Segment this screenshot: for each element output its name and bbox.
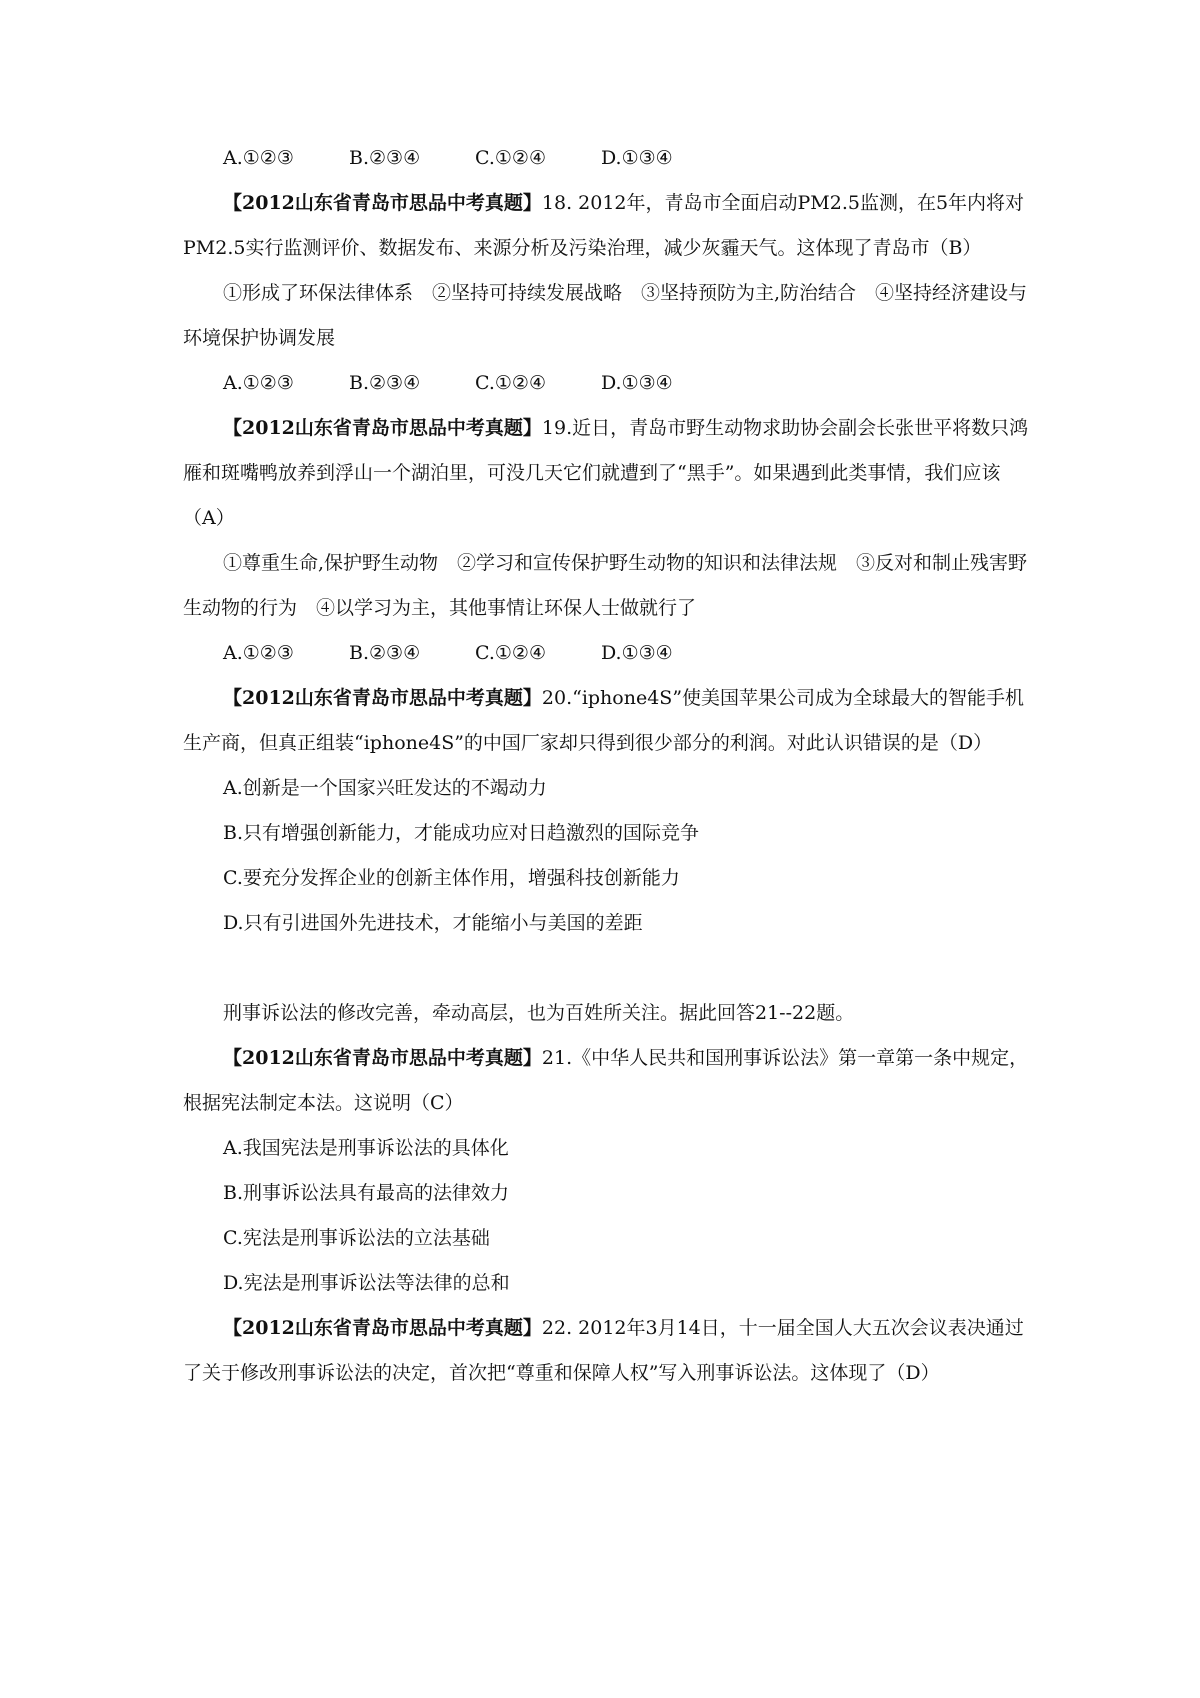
question-18-options (183, 361, 1029, 406)
question-19-tag: 【2012山东省青岛市思品中考真题】 (223, 417, 542, 439)
question-20-choice-a: A.创新是一个国家兴旺发达的不竭动力 (223, 777, 547, 799)
section-gap (183, 946, 1029, 991)
option-c: C.①②④ (475, 147, 546, 169)
question-20-choice-b: B.只有增强创新能力，才能成功应对日趋激烈的国际竞争 (223, 822, 700, 844)
question-21-tag: 【2012山东省青岛市思品中考真题】 (223, 1047, 542, 1069)
question-21-choice-b: B.刑事诉讼法具有最高的法律效力 (223, 1182, 510, 1204)
question-19-text: 19.近日，青岛市野生动物求助协会副会长张世平将数只鸿雁和斑嘴鸭放养到浮山一个湖泊里，可没几天它们就遭到了“黑手”。如果遇到此类事情，我们应该（A） (183, 417, 1029, 529)
option-a: A.①②③ (223, 147, 294, 169)
question-20-text: 20.“iphone4S”使美国苹果公司成为全球最大的智能手机生产商，但真正组装“iphone4S”的中国厂家却只得到很少部分的利润。对此认识错误的是（D） (183, 687, 1025, 754)
option-b: B.②③④ (349, 642, 421, 664)
question-20-choice-c: C.要充分发挥企业的创新主体作用，增强科技创新能力 (223, 867, 680, 889)
question-21-choice-d: D.宪法是刑事诉讼法等法律的总和 (223, 1272, 510, 1294)
option-a: A.①②③ (223, 642, 294, 664)
question-22 (183, 1306, 1029, 1396)
option-c: C.①②④ (475, 642, 546, 664)
option-a: A.①②③ (223, 372, 294, 394)
option-d: D.①③④ (601, 147, 673, 169)
question-19 (183, 406, 1029, 541)
question-19-options (183, 631, 1029, 676)
question-20-tag: 【2012山东省青岛市思品中考真题】 (223, 687, 542, 709)
question-20 (183, 676, 1029, 766)
question-22-text: 22. 2012年3月14日，十一届全国人大五次会议表决通过了关于修改刑事诉讼法的决定，首次把“尊重和保障人权”写入刑事诉讼法。这体现了（D） (183, 1317, 1024, 1384)
option-b: B.②③④ (349, 372, 421, 394)
document-body (183, 136, 1029, 1396)
question-21-choice-c: C.宪法是刑事诉讼法的立法基础 (223, 1227, 490, 1249)
question-21-text: 21.《中华人民共和国刑事诉讼法》第一章第一条中规定，根据宪法制定本法。这说明（C） (183, 1047, 1029, 1114)
question-18-text: 18. 2012年，青岛市全面启动PM2.5监测，在5年内将对PM2.5实行监测评价、数据发布、来源分析及污染治理，减少灰霾天气。这体现了青岛市（B） (183, 192, 1025, 259)
intro-21-22: 刑事诉讼法的修改完善，牵动高层，也为百姓所关注。据此回答21--22题。 (223, 1002, 855, 1024)
question-21-choice-a: A.我国宪法是刑事诉讼法的具体化 (223, 1137, 509, 1159)
question-18 (183, 181, 1029, 271)
option-d: D.①③④ (601, 642, 673, 664)
question-18-statements: ①形成了环保法律体系 ②坚持可持续发展战略 ③坚持预防为主,防治结合 ④坚持经济建设与环境保护协调发展 (183, 282, 1028, 349)
option-b: B.②③④ (349, 147, 421, 169)
question-22-tag: 【2012山东省青岛市思品中考真题】 (223, 1317, 542, 1339)
question-20-choice-d: D.只有引进国外先进技术，才能缩小与美国的差距 (223, 912, 643, 934)
question-19-statements: ①尊重生命,保护野生动物 ②学习和宣传保护野生动物的知识和法律法规 ③反对和制止残害野生动物的行为 ④以学习为主，其他事情让环保人士做就行了 (183, 552, 1028, 619)
question-18-tag: 【2012山东省青岛市思品中考真题】 (223, 192, 542, 214)
option-d: D.①③④ (601, 372, 673, 394)
top-options-row (183, 136, 1029, 181)
option-c: C.①②④ (475, 372, 546, 394)
question-21 (183, 1036, 1029, 1126)
